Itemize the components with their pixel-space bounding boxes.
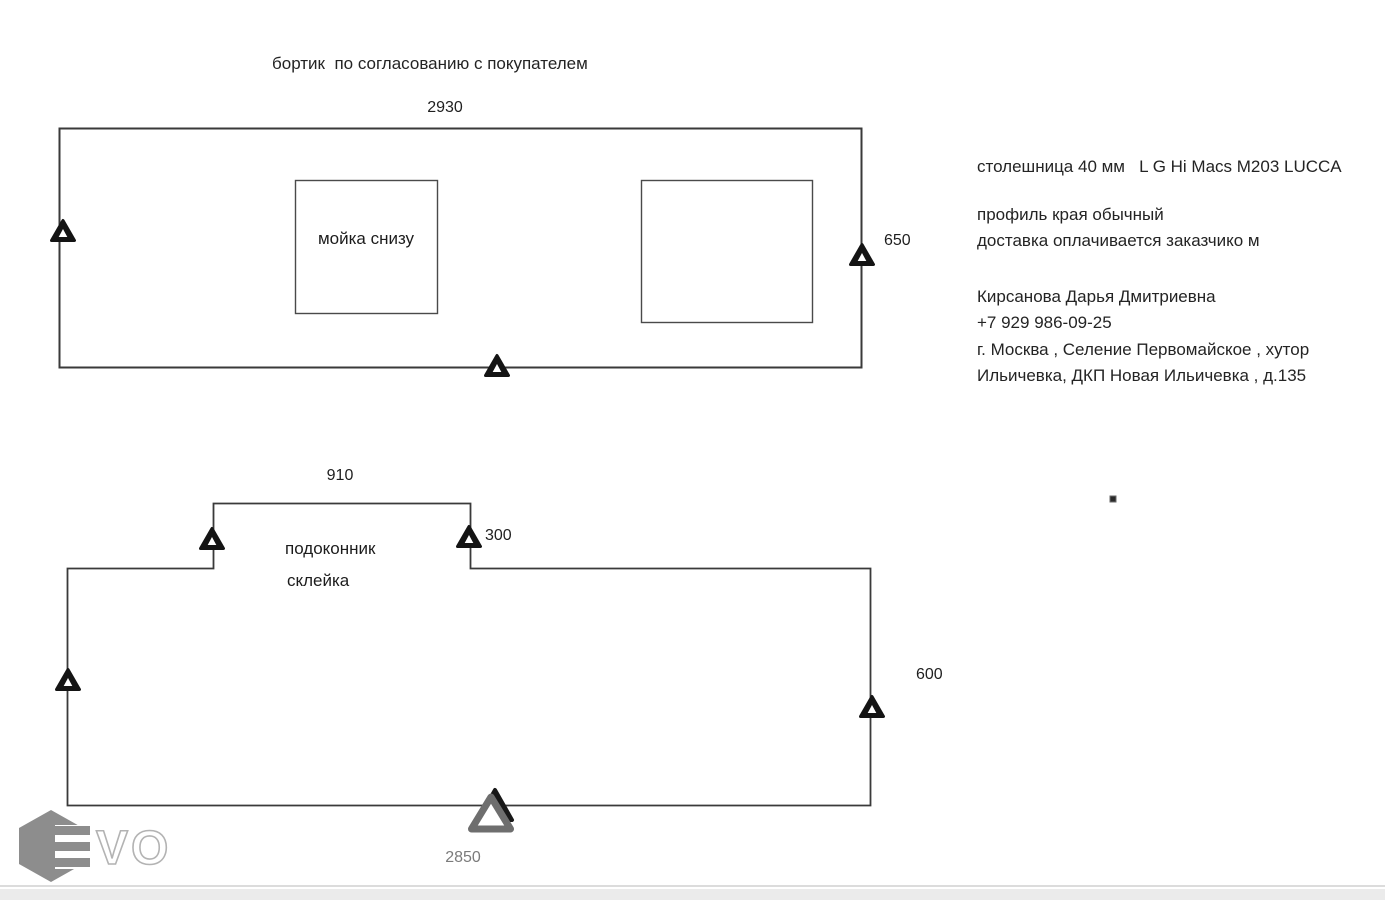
triangle-marker-icon [50, 218, 76, 243]
edge-profile-note: профиль края обычный [977, 205, 1164, 224]
triangle-marker-icon [199, 526, 225, 551]
evo-logo-letters: VO [96, 822, 172, 875]
customer-name: Кирсанова Дарья Дмитриевна [977, 287, 1216, 306]
seam-marker-icon [467, 786, 523, 834]
countertop-height-dim: 650 [884, 232, 911, 249]
evo-logo [10, 802, 190, 892]
windowsill-label-line1: подоконник [285, 539, 376, 558]
countertop-width-dim: 2930 [427, 99, 463, 116]
customer-address-line2: Ильичевка, ДКП Новая Ильичевка , д.135 [977, 366, 1307, 385]
triangle-marker-icon [55, 667, 81, 692]
customer-address-line1: г. Москва , Селение Первомайское , хутор [977, 340, 1310, 359]
evo-logo-e-icon [55, 826, 90, 867]
sink-cutout-label: мойка снизу [317, 229, 415, 248]
page-edge-strip [0, 889, 1385, 900]
delivery-note: доставка оплачивается заказчико м [977, 231, 1260, 250]
sill-width-dim: 2850 [445, 849, 481, 866]
triangle-marker-icon [456, 524, 482, 549]
sill-tab-width-dim: 910 [326, 467, 354, 484]
stray-dot [1110, 496, 1116, 502]
windowsill-label-line2: склейка [287, 571, 350, 590]
material-note: столешница 40 мм L G Hi Macs M203 LUCCA [977, 157, 1342, 176]
countertop-outline [60, 129, 862, 368]
triangle-marker-icon [859, 694, 885, 719]
drawing-title: бортик по согласованию с покупателем [272, 54, 588, 73]
page-edge-line [0, 885, 1385, 887]
triangle-marker-icon [849, 242, 875, 267]
customer-phone: +7 929 986-09-25 [977, 313, 1112, 332]
sill-height-dim: 600 [916, 666, 943, 683]
second-cutout-outline [642, 181, 813, 323]
triangle-marker-icon [484, 353, 510, 378]
sill-tab-height-dim: 300 [485, 527, 512, 544]
